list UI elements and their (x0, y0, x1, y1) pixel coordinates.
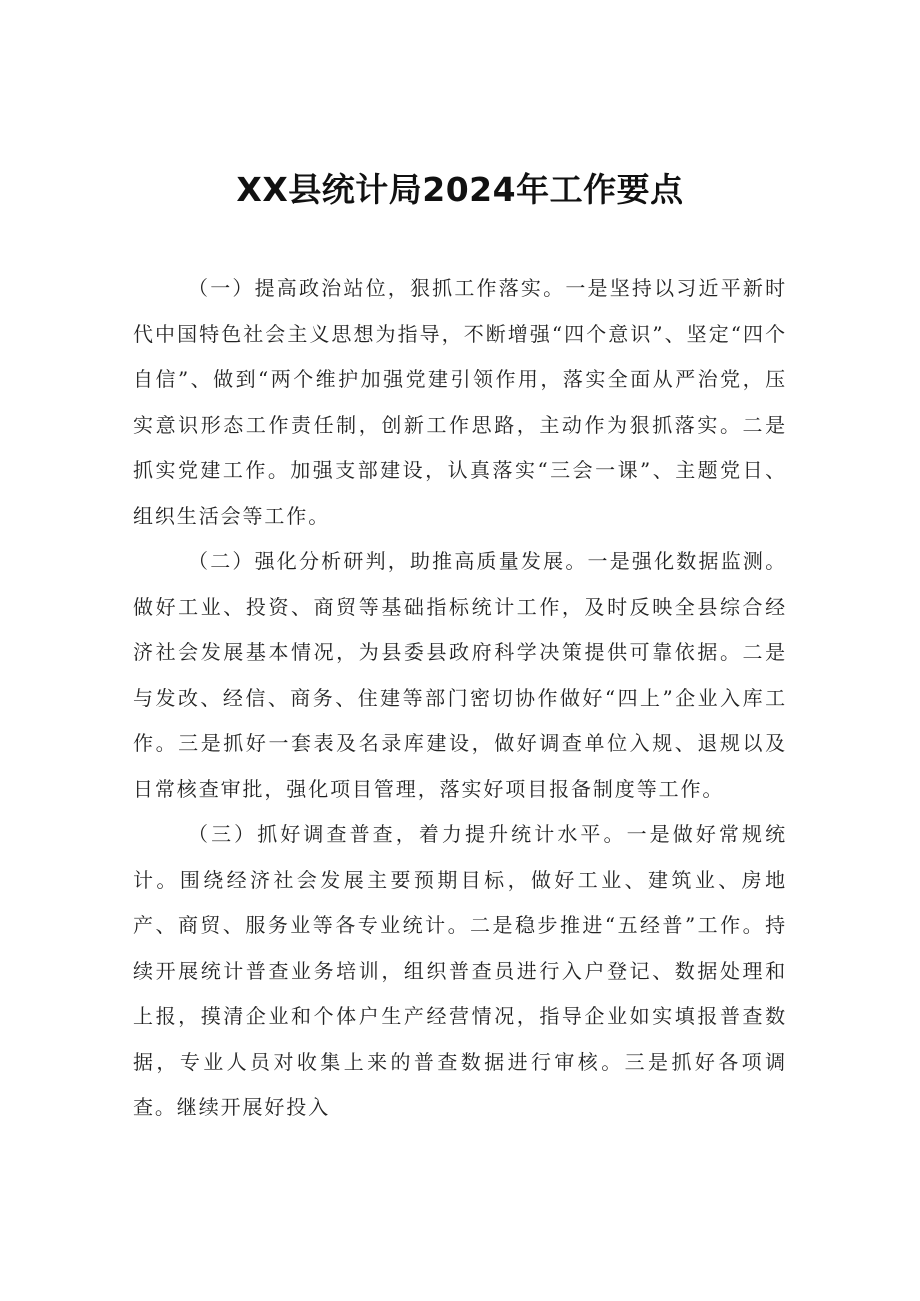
document-body (133, 266, 787, 1131)
paragraph-3: （三）抓好调查普查，着力提升统计水平。一是做好常规统计。围绕经济社会发展主要预期目标，做好工业、建筑业、房地产、商贸、服务业等各专业统计。二是稳步推进“五经普”工作。持续开展统计普查业务培训，组织普查员进行入户登记、数据处理和上报，摸清企业和个体户生产经营情况，指导企业如实填报普查数据，专业人员对收集上来的普查数据进行审核。三是抓好各项调查。继续开展好投入 (133, 822, 787, 1119)
paragraph-2: （二）强化分析研判，助推高质量发展。一是强化数据监测。做好工业、投资、商贸等基础指标统计工作，及时反映全县综合经济社会发展基本情况，为县委县政府科学决策提供可靠依据。二是与发改、经信、商务、住建等部门密切协作做好“四上”企业入库工作。三是抓好一套表及名录库建设，做好调查单位入规、退规以及日常核查审批，强化项目管理，落实好项目报备制度等工作。 (133, 549, 787, 801)
document-title: XX县统计局2024年工作要点 (236, 170, 684, 209)
paragraph-1: （一）提高政治站位，狠抓工作落实。一是坚持以习近平新时代中国特色社会主义思想为指导，不断增强“四个意识”、坚定“四个自信”、做到“两个维护加强党建引领作用，落实全面从严治党，压实意识形态工作责任制，创新工作思路，主动作为狠抓落实。二是抓实党建工作。加强支部建设，认真落实“三会一课”、主题党日、组织生活会等工作。 (133, 276, 787, 528)
